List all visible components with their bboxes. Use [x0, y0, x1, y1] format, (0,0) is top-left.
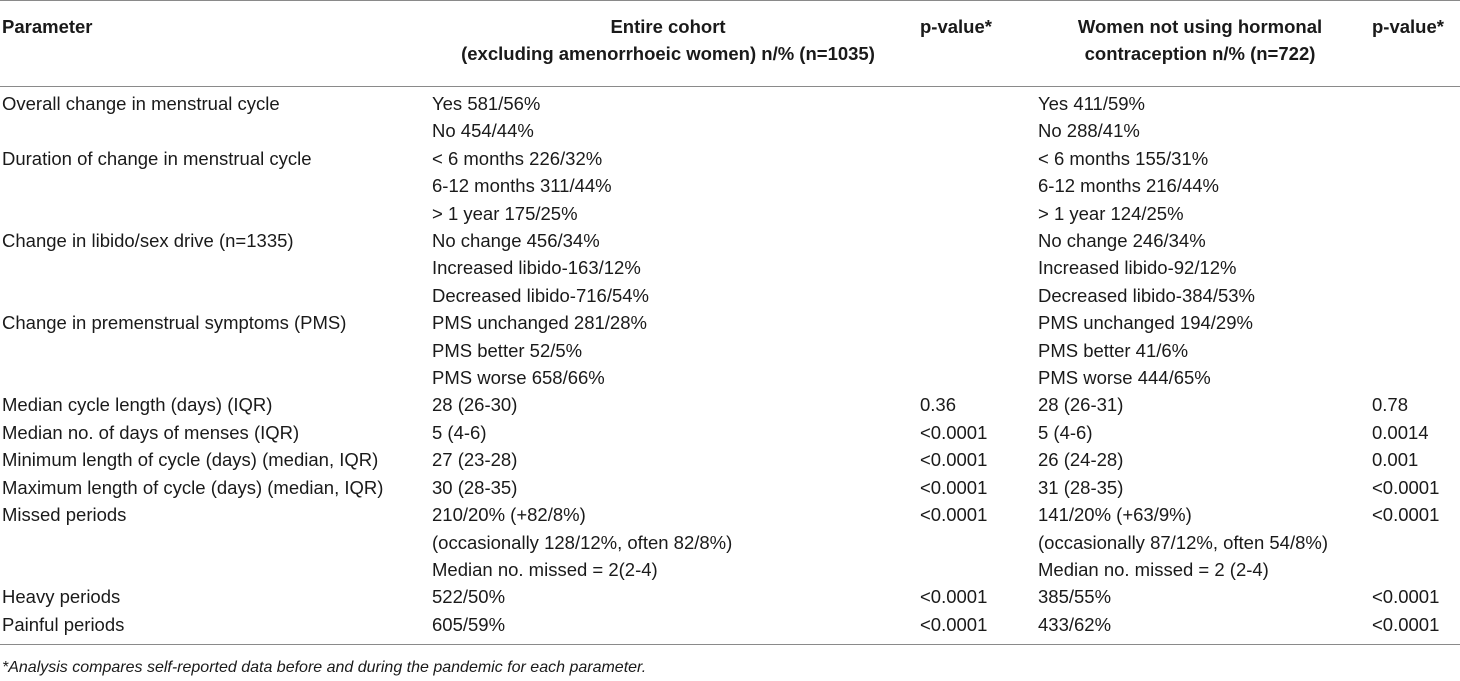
pvalue-cell [918, 87, 1030, 145]
table-row [0, 391, 1460, 418]
parameter-cell: Median no. of days of menses (IQR) [2, 421, 300, 443]
entire-cohort-cell [418, 501, 918, 583]
parameter-cell: Duration of change in menstrual cycle [2, 147, 312, 169]
no-hc-cell-line: 31 (28-35) [1038, 476, 1124, 498]
no-hc-cell-line: (occasionally 87/12%, often 54/8%) [1038, 531, 1329, 553]
entire-cohort-cell [418, 583, 918, 610]
pvalue-cell: <0.0001 [920, 586, 988, 608]
no-hc-cell-line: 5 (4-6) [1038, 421, 1093, 443]
entire-cohort-cell [418, 446, 918, 473]
no-hc-cell-line: No 288/41% [1038, 120, 1140, 142]
no-hc-cell-line: Yes 411/59% [1038, 93, 1145, 114]
entire-cohort-cell-line: PMS better 52/5% [432, 339, 583, 361]
parameter-cell: Heavy periods [2, 586, 121, 608]
entire-cohort-cell [418, 227, 918, 309]
parameter-cell: Change in libido/sex drive (n=1335) [2, 230, 294, 252]
parameter-cell: Overall change in menstrual cycle [2, 93, 280, 114]
header-no-hormonal-contraception [1030, 1, 1370, 87]
no-hc-cell [1030, 145, 1370, 227]
pvalue-cell: 0.78 [1372, 394, 1409, 416]
entire-cohort-cell [418, 419, 918, 446]
table-row [0, 309, 1460, 391]
no-hc-cell [1030, 583, 1370, 610]
table-row [0, 501, 1460, 583]
table-row [0, 145, 1460, 227]
no-hc-cell [1030, 474, 1370, 501]
entire-cohort-cell-line: > 1 year 175/25% [432, 202, 578, 224]
pvalue-cell: <0.0001 [1372, 476, 1440, 498]
entire-cohort-cell-line: Increased libido-163/12% [432, 257, 641, 279]
header-entire-cohort-line2: (excluding amenorrhoeic women) n/% (n=1035) [461, 43, 875, 64]
entire-cohort-cell-line: PMS unchanged 281/28% [432, 312, 647, 334]
entire-cohort-cell-line: Yes 581/56% [432, 93, 541, 114]
header-pvalue-2: p-value* [1370, 1, 1460, 87]
entire-cohort-cell-line: 210/20% (+82/8%) [432, 504, 586, 526]
pvalue-cell: 0.001 [1372, 449, 1419, 471]
entire-cohort-cell-line: Median no. missed = 2(2-4) [432, 558, 658, 580]
entire-cohort-cell [418, 391, 918, 418]
footnote: *Analysis compares self-reported data before and during the pandemic for each parameter. [2, 659, 647, 676]
pvalue-cell: <0.0001 [918, 611, 1030, 645]
no-hc-cell [1030, 87, 1370, 145]
entire-cohort-cell-line: No 454/44% [432, 120, 534, 142]
parameter-cell: Maximum length of cycle (days) (median, IQR) [2, 476, 384, 498]
no-hc-cell [1030, 309, 1370, 391]
entire-cohort-cell-line: 605/59% [432, 613, 506, 635]
no-hc-cell-line: PMS worse 444/65% [1038, 367, 1211, 389]
entire-cohort-cell-line: 28 (26-30) [432, 394, 518, 416]
pvalue-cell: 0.36 [920, 394, 957, 416]
entire-cohort-cell-line: 30 (28-35) [432, 476, 518, 498]
table-row [0, 87, 1460, 145]
pvalue-cell: 0.0014 [1372, 421, 1429, 443]
no-hc-cell-line: < 6 months 155/31% [1038, 147, 1209, 169]
entire-cohort-cell-line: Decreased libido-716/54% [432, 284, 649, 306]
entire-cohort-cell [418, 145, 918, 227]
table-row [0, 474, 1460, 501]
header-row [0, 1, 1460, 87]
no-hc-cell-line: No change 246/34% [1038, 230, 1206, 252]
entire-cohort-cell-line: 522/50% [432, 586, 506, 608]
pvalue-cell [1370, 309, 1460, 391]
pvalue-cell [1370, 145, 1460, 227]
no-hc-cell-line: Decreased libido-384/53% [1038, 284, 1255, 306]
pvalue-cell: <0.0001 [920, 504, 988, 526]
no-hc-cell [1030, 391, 1370, 418]
table-row [0, 583, 1460, 610]
table-row [0, 419, 1460, 446]
no-hc-cell-line: 6-12 months 216/44% [1038, 175, 1220, 197]
pvalue-cell: <0.0001 [920, 421, 988, 443]
entire-cohort-cell-line: No change 456/34% [432, 230, 600, 252]
pvalue-cell [918, 309, 1030, 391]
pvalue-cell: <0.0001 [920, 449, 988, 471]
entire-cohort-cell-line: < 6 months 226/32% [432, 147, 603, 169]
entire-cohort-cell [418, 611, 918, 645]
entire-cohort-cell-line: (occasionally 128/12%, often 82/8%) [432, 531, 733, 553]
parameter-cell: Painful periods [0, 611, 418, 645]
parameter-cell: Change in premenstrual symptoms (PMS) [2, 312, 347, 334]
parameter-cell: Missed periods [2, 504, 127, 526]
header-no-hc-line1: Women not using hormonal [1077, 16, 1323, 37]
pvalue-cell [918, 227, 1030, 309]
no-hc-cell-line: 385/55% [1038, 586, 1112, 608]
table-row [0, 446, 1460, 473]
header-entire-cohort [418, 1, 918, 87]
no-hc-cell [1030, 227, 1370, 309]
parameter-cell: Minimum length of cycle (days) (median, IQR) [2, 449, 379, 471]
pvalue-cell [1370, 227, 1460, 309]
entire-cohort-cell-line: 27 (23-28) [432, 449, 518, 471]
pvalue-cell [918, 145, 1030, 227]
pvalue-cell: <0.0001 [1372, 504, 1440, 526]
pvalue-cell [1370, 87, 1460, 145]
no-hc-cell-line: 26 (24-28) [1038, 449, 1124, 471]
entire-cohort-cell [418, 309, 918, 391]
no-hc-cell-line: 28 (26-31) [1038, 394, 1124, 416]
pvalue-cell: <0.0001 [1372, 586, 1440, 608]
pvalue-cell: <0.0001 [920, 476, 988, 498]
entire-cohort-cell-line: 5 (4-6) [432, 421, 487, 443]
no-hc-cell-line: > 1 year 124/25% [1038, 202, 1184, 224]
table-row [0, 227, 1460, 309]
no-hc-cell [1030, 501, 1370, 583]
no-hc-cell-line: 141/20% (+63/9%) [1038, 504, 1192, 526]
no-hc-cell [1030, 611, 1370, 645]
no-hc-cell [1030, 419, 1370, 446]
table-body [0, 87, 1460, 645]
entire-cohort-cell [418, 87, 918, 145]
header-entire-cohort-line1: Entire cohort [610, 16, 726, 37]
entire-cohort-cell-line: PMS worse 658/66% [432, 367, 605, 389]
no-hc-cell-line: Increased libido-92/12% [1038, 257, 1237, 279]
entire-cohort-cell-line: 6-12 months 311/44% [432, 175, 612, 197]
no-hc-cell-line: PMS better 41/6% [1038, 339, 1189, 361]
no-hc-cell-line: PMS unchanged 194/29% [1038, 312, 1253, 334]
header-pvalue-1: p-value* [918, 1, 1030, 87]
entire-cohort-cell [418, 474, 918, 501]
no-hc-cell-line: Median no. missed = 2 (2-4) [1038, 558, 1269, 580]
no-hc-cell [1030, 446, 1370, 473]
parameter-cell: Median cycle length (days) (IQR) [2, 394, 273, 416]
pvalue-cell: <0.0001 [1370, 611, 1460, 645]
header-no-hc-line2: contraception n/% (n=722) [1084, 43, 1316, 64]
table-row [0, 611, 1460, 645]
no-hc-cell-line: 433/62% [1038, 613, 1112, 635]
header-parameter: Parameter [0, 1, 418, 87]
